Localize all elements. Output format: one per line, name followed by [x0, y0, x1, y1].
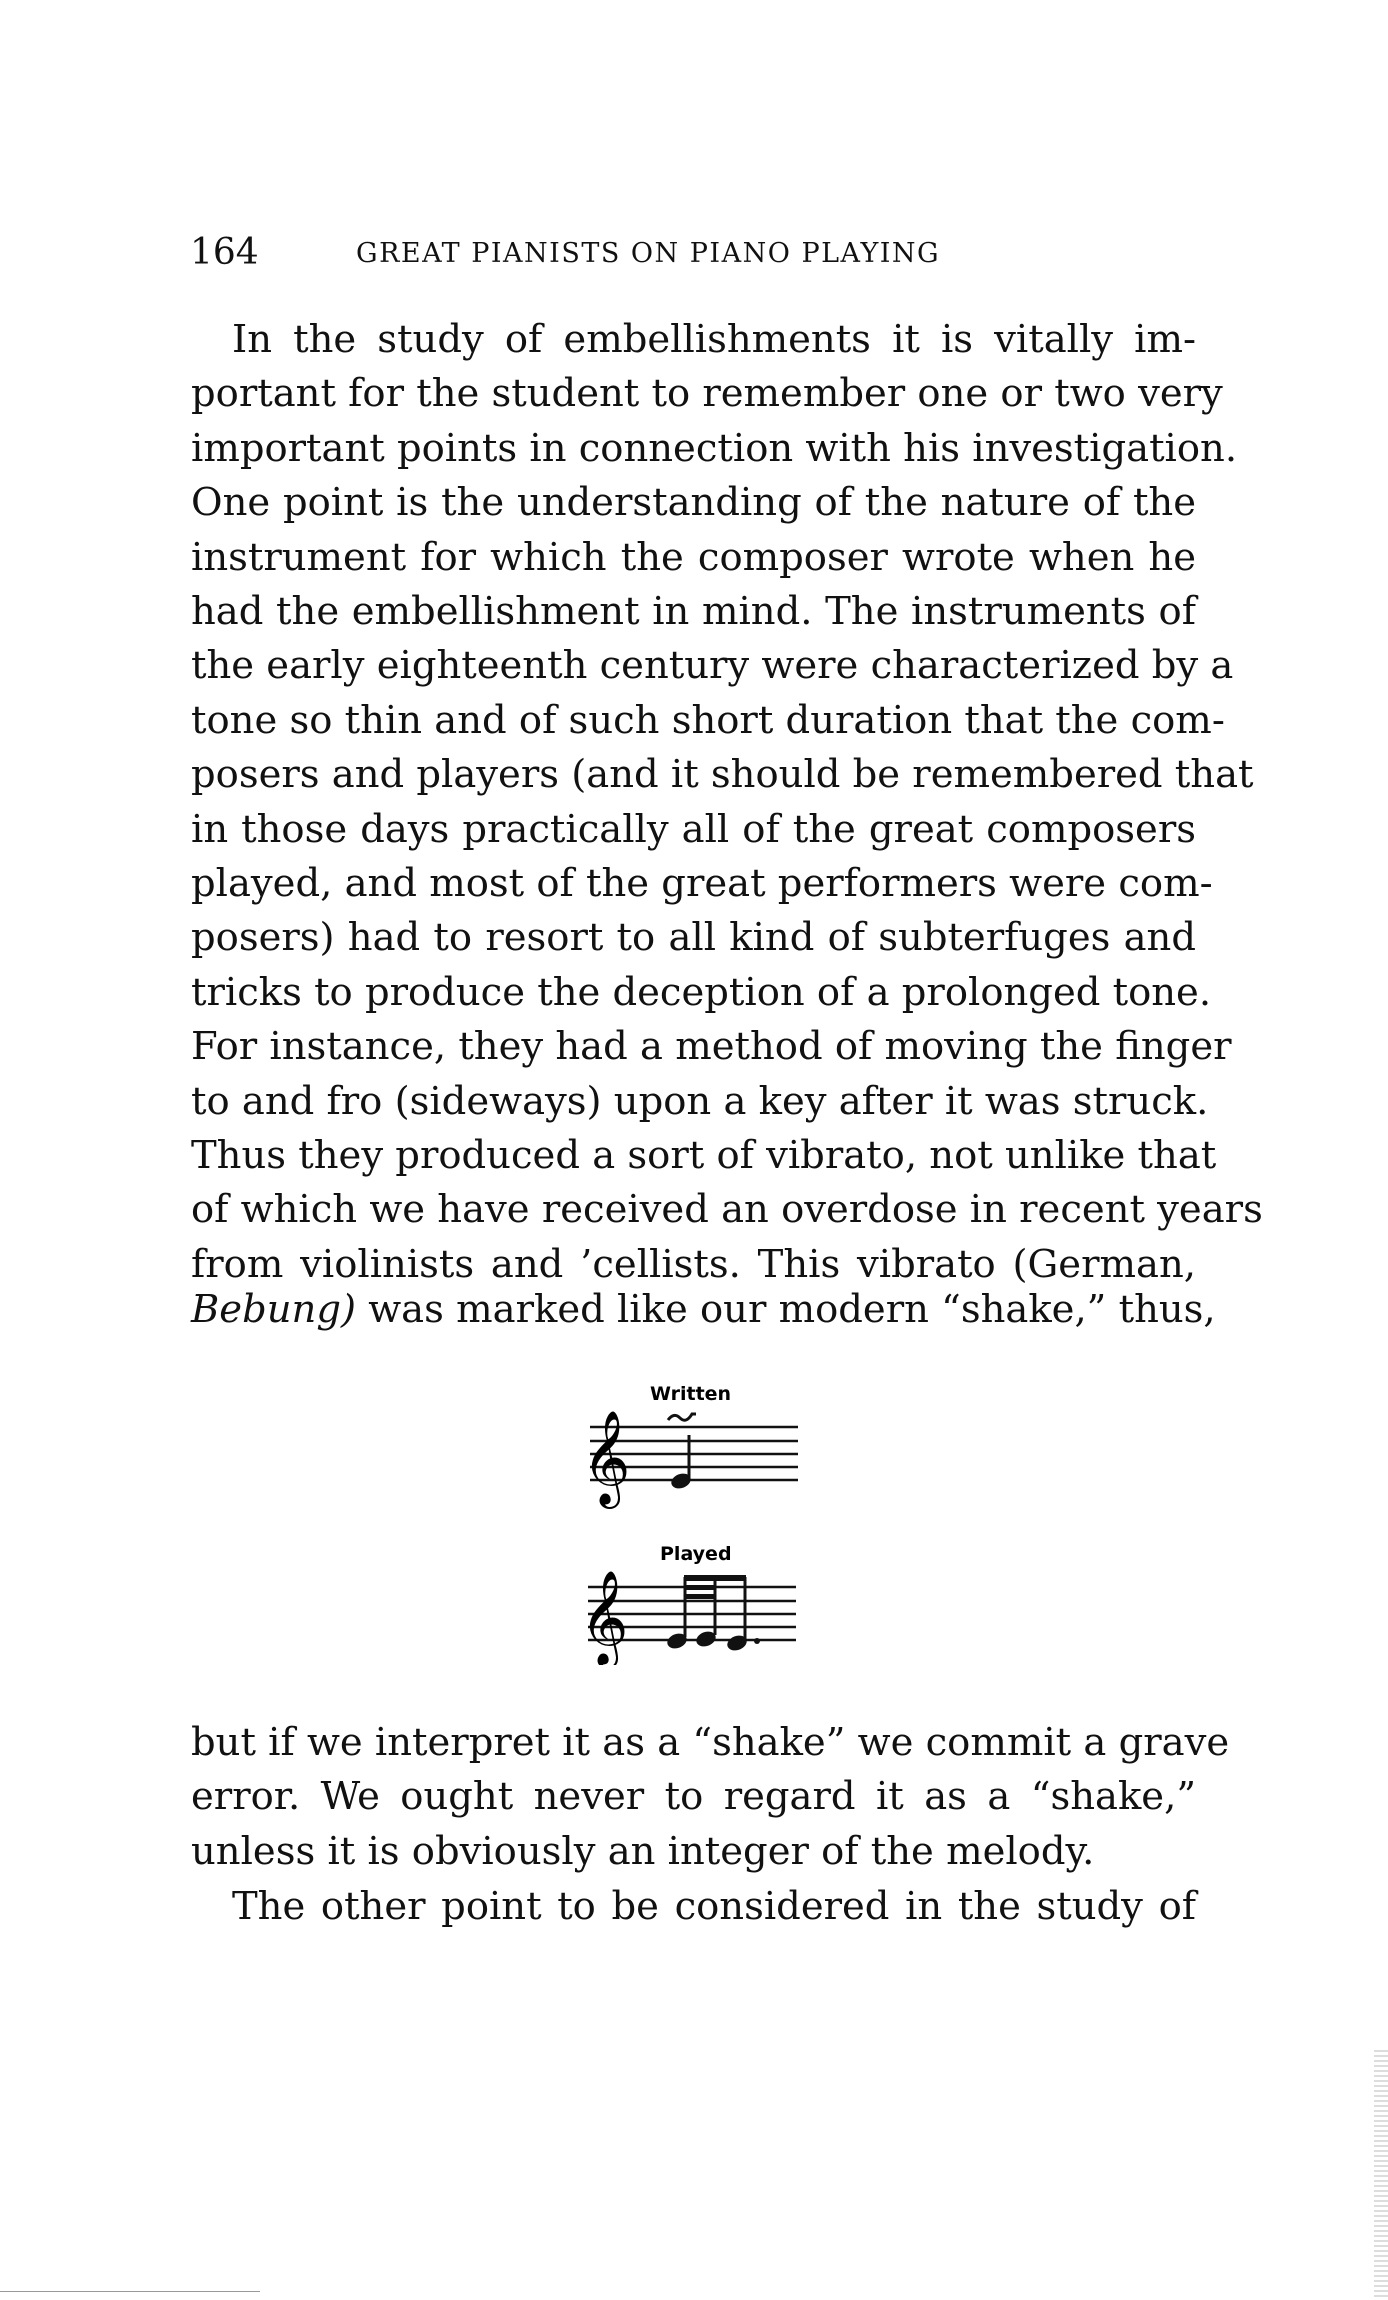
text-line: instrument for which the composer wrote when he [191, 534, 1196, 580]
text-line: Thus they produced a sort of vibrato, not unlike that [191, 1133, 1217, 1178]
text-line: important points in connection with his investigation. [191, 425, 1238, 471]
text-line: but if we interpret it as a “shake” we commit a grave [191, 1720, 1230, 1765]
text-line: posers) had to resort to all kind of subterfuges and [191, 915, 1196, 961]
running-title: GREAT PIANISTS ON PIANO PLAYING [356, 238, 941, 269]
written-label: Written [650, 1383, 732, 1405]
text-line: the early eighteenth century were characterized by a [191, 643, 1234, 689]
text-line [191, 1283, 1216, 1337]
text-line: In the study of embellishments it is vitally im- [232, 317, 1196, 362]
text-line: posers and players (and it should be remembered that [191, 752, 1254, 798]
music-example [560, 1375, 820, 1669]
played-staff [580, 1543, 796, 1665]
text-line: The other point to be considered in the study of [232, 1884, 1196, 1929]
treble-clef-icon: 𝄞 [580, 1570, 629, 1665]
page-edge [1374, 2050, 1388, 2300]
text-line: unless it is obviously an integer of the melody. [191, 1828, 1095, 1874]
text-line: For instance, they had a method of moving the finger [191, 1024, 1232, 1070]
played-label: Played [660, 1543, 732, 1565]
text-span: was marked like our modern “shake,” thus, [355, 1287, 1216, 1332]
text-line: had the embellishment in mind. The instruments of [191, 589, 1196, 634]
text-line: portant for the student to remember one or two very [191, 371, 1223, 417]
text-line: tricks to produce the deception of a prolonged tone. [191, 969, 1212, 1015]
scan-edge [0, 2291, 260, 2292]
text-line: from violinists and ’cellists. This vibrato (German, [191, 1241, 1196, 1287]
text-line: to and fro (sideways) upon a key after it was struck. [191, 1078, 1209, 1124]
italic-term: Bebung) [191, 1287, 356, 1332]
text-line: One point is the understanding of the nature of the [191, 480, 1196, 526]
vibrato-mark [668, 1414, 696, 1420]
treble-clef-icon: 𝄞 [582, 1410, 631, 1505]
text-line: in those days practically all of the great composers [191, 806, 1196, 852]
written-staff [582, 1383, 798, 1509]
text-line: of which we have received an overdose in recent years [191, 1187, 1263, 1233]
text-line: played, and most of the great performers were com- [191, 861, 1213, 906]
text-line: tone so thin and of such short duration that the com- [191, 697, 1225, 743]
page-number: 164 [190, 232, 259, 273]
text-line: error. We ought never to regard it as a “shake,” [191, 1774, 1196, 1820]
music-notation [560, 1375, 820, 1665]
